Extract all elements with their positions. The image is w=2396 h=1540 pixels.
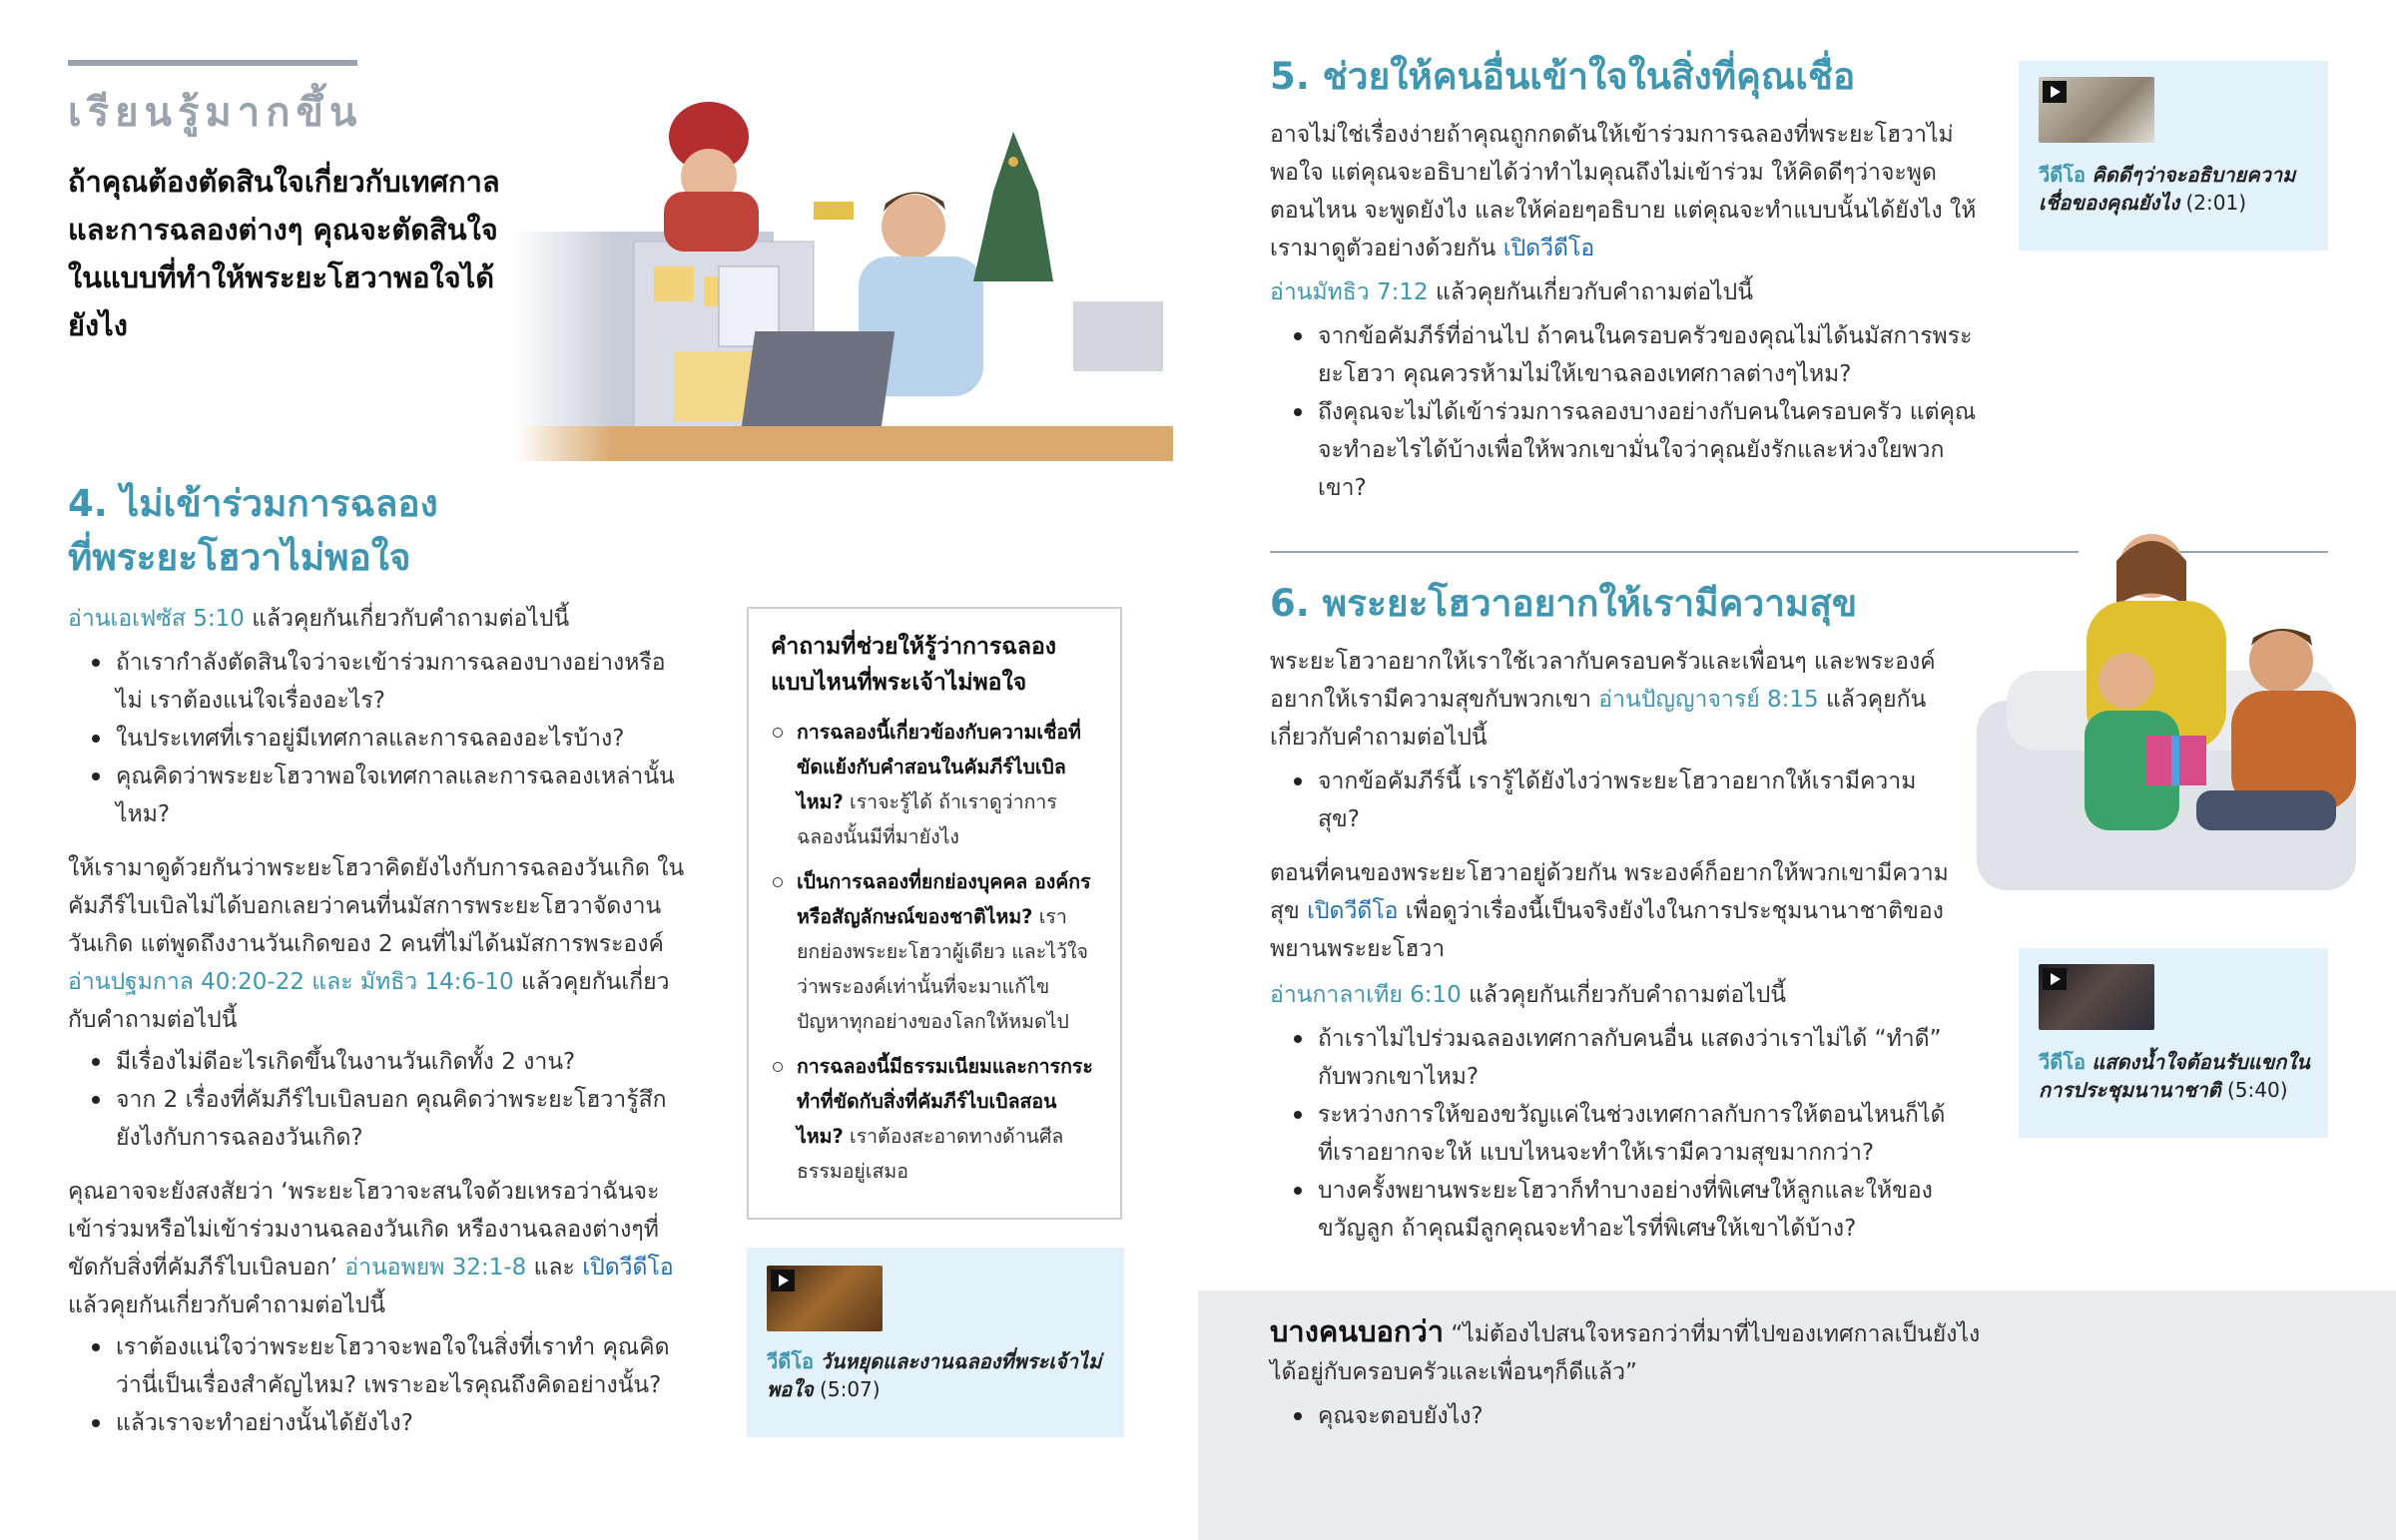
list-item: ในประเทศที่เราอยู่มีเทศกาลและการฉลองอะไรบ้าง? xyxy=(68,720,687,758)
divider xyxy=(1270,551,2079,553)
lead-question: ถ้าคุณต้องตัดสินใจเกี่ยวกับเทศกาลและการฉลองต่างๆ คุณจะตัดสินใจในแบบที่ทำให้พระยะโฮวาพอใจได้ยังไง xyxy=(68,165,500,342)
scripture-link[interactable]: อ่านมัทธิว 7:12 xyxy=(1270,279,1429,305)
some-say-text xyxy=(1270,1312,1989,1435)
some-say-quote: “ไม่ต้องไปสนใจหรอกว่าที่มาที่ไปของเทศกาลเป็นยังไง ได้อยู่กับครอบครัวและเพื่อนๆก็ดีแล้ว” xyxy=(1270,1321,1981,1385)
list-item: แล้วเราจะทำอย่างนั้นได้ยังไง? xyxy=(68,1404,687,1442)
some-say-label: บางคนบอกว่า xyxy=(1270,1314,1445,1348)
question-list xyxy=(68,644,687,833)
list-item: คุณคิดว่าพระยะโฮวาพอใจเทศกาลและการฉลองเหล่านั้นไหม? xyxy=(68,758,687,833)
list-item: จากข้อคัมภีร์ที่อ่านไป ถ้าคนในครอบครัวของคุณไม่ได้นมัสการพระยะโฮวา คุณควรห้ามไม่ให้เขาฉลองเทศกาลต่างๆไหม? xyxy=(1270,317,1979,393)
paragraph: ให้เรามาดูด้วยกันว่าพระยะโฮวาคิดยังไงกับการฉลองวันเกิด ในคัมภีร์ไบเบิลไม่ได้บอกเลยว่าคนที่นมัสการพระยะโฮวาจัดงานวันเกิด แต่พูดถึงงานวันเกิดของ 2 คนที่ไม่ได้นมัสการพระองค์ อ่านปฐมกาล 40:20-22 และ มัทธิว 14:6-10 แล้วคุยกันเกี่ยวกับคำถามต่อไปนี้ xyxy=(68,855,685,1033)
video-card[interactable] xyxy=(2019,948,2328,1138)
play-icon[interactable] xyxy=(2043,968,2067,990)
list-item: ถ้าเราไม่ไปร่วมฉลองเทศกาลกับคนอื่น แสดงว่าเราไม่ได้ “ทำดี” กับพวกเขาไหม? xyxy=(1270,1020,1949,1096)
list-item: จากข้อคัมภีร์นี้ เรารู้ได้ยังไงว่าพระยะโฮวาอยากให้เรามีความสุข? xyxy=(1270,763,1949,838)
paragraph: คุณอาจจะยังสงสัยว่า ‘พระยะโฮวาจะสนใจด้วยเหรอว่าฉันจะเข้าร่วมหรือไม่เข้าร่วมงานฉลองวันเกิด หรืองานฉลองต่างๆที่ขัดกับสิ่งที่คัมภีร์ไบเบิลบอก’ อ่านอพยพ 32:1-8 และ เปิดวีดีโอ แล้วคุยกันเกี่ยวกับคำถามต่อไปนี้ xyxy=(68,1179,674,1318)
list-item: ระหว่างการให้ของขวัญแค่ในช่วงเทศกาลกับการให้ตอนไหนก็ได้ที่เราอยากจะให้ แบบไหนจะทำให้เรามีความสุขมากกว่า? xyxy=(1270,1096,1949,1172)
play-video-link[interactable]: เปิดวีดีโอ xyxy=(1307,898,1399,924)
play-icon[interactable] xyxy=(2043,81,2067,103)
questions-box xyxy=(747,607,1122,1220)
section5-title: 5. ช่วยให้คนอื่นเข้าใจในสิ่งที่คุณเชื่อ xyxy=(1270,55,1856,98)
questions-box-list xyxy=(771,715,1100,1189)
read-instruction: อ่านกาลาเทีย 6:10 แล้วคุยกันเกี่ยวกับคำถามต่อไปนี้ xyxy=(1270,982,1787,1008)
scripture-link[interactable]: อ่านอพยพ 32:1-8 xyxy=(344,1255,527,1281)
kicker: เรียนรู้มากขึ้น xyxy=(68,90,363,136)
read-instruction: อ่านเอเฟซัส 5:10 แล้วคุยกันเกี่ยวกับคำถามต่อไปนี้ xyxy=(68,606,570,632)
section6-title: 6. พระยะโฮวาอยากให้เรามีความสุข xyxy=(1270,582,1858,625)
question-list xyxy=(1270,317,1979,507)
list-item: จาก 2 เรื่องที่คัมภีร์ไบเบิลบอก คุณคิดว่าพระยะโฮวารู้สึกยังไงกับการฉลองวันเกิด? xyxy=(68,1081,687,1157)
scripture-link[interactable]: อ่านกาลาเทีย 6:10 xyxy=(1270,982,1462,1008)
list-item: เราต้องแน่ใจว่าพระยะโฮวาจะพอใจในสิ่งที่เราทำ คุณคิดว่านี่เป็นเรื่องสำคัญไหม? เพราะอะไรคุณถึงคิดอย่างนั้น? xyxy=(68,1328,687,1404)
video-card[interactable] xyxy=(747,1248,1124,1437)
video-thumbnail[interactable] xyxy=(767,1266,883,1331)
video-card[interactable] xyxy=(2019,61,2328,251)
section4-title-line1: 4. ไม่เข้าร่วมการฉลอง xyxy=(68,482,438,525)
read-instruction: อ่านมัทธิว 7:12 แล้วคุยกันเกี่ยวกับคำถามต่อไปนี้ xyxy=(1270,279,1753,305)
video-caption: วีดีโอ แสดงน้ำใจต้อนรับแขกในการประชุมนานาชาติ (5:40) xyxy=(2039,1050,2310,1102)
section5-body xyxy=(1270,116,1979,507)
section6-body xyxy=(1270,643,1949,1248)
question-list xyxy=(1270,1020,1949,1248)
section-rule xyxy=(68,60,357,66)
question-list xyxy=(1270,1397,1989,1435)
play-video-link[interactable]: เปิดวีดีโอ xyxy=(582,1255,674,1281)
video-thumbnail[interactable] xyxy=(2039,77,2154,143)
question-list xyxy=(68,1043,687,1157)
list-item: ถึงคุณจะไม่ได้เข้าร่วมการฉลองบางอย่างกับคนในครอบครัว แต่คุณจะทำอะไรได้บ้างเพื่อให้พวกเขามั่นใจว่าคุณยังรักและห่วงใยพวกเขา? xyxy=(1270,393,1979,507)
office-illustration xyxy=(514,92,1183,471)
list-item: มีเรื่องไม่ดีอะไรเกิดขึ้นในงานวันเกิดทั้ง 2 งาน? xyxy=(68,1043,687,1081)
list-item: เป็นการฉลองที่ยกย่องบุคคล องค์กร หรือสัญลักษณ์ของชาติไหม? เรายกย่องพระยะโฮวาผู้เดียว และไว้ใจว่าพระองค์เท่านั้นที่จะมาแก้ไขปัญหาทุกอย่างของโลกให้หมดไป xyxy=(771,864,1100,1039)
scripture-link[interactable]: อ่านเอเฟซัส 5:10 xyxy=(68,606,245,632)
video-caption: วีดีโอ คิดดีๆว่าจะอธิบายความเชื่อของคุณยังไง (2:01) xyxy=(2039,163,2296,215)
list-item: การฉลองนี้มีธรรมเนียมและการกระทำที่ขัดกับสิ่งที่คัมภีร์ไบเบิลสอนไหม? เราต้องสะอาดทางด้านศีลธรรมอยู่เสมอ xyxy=(771,1049,1100,1189)
scripture-link[interactable]: อ่านปัญญาจารย์ 8:15 xyxy=(1598,687,1819,713)
list-item: บางครั้งพยานพระยะโฮวาก็ทำบางอย่างที่พิเศษให้ลูกและให้ของขวัญลูก ถ้าคุณมีลูกคุณจะทำอะไรที่พิเศษให้เขาได้บ้าง? xyxy=(1270,1172,1949,1248)
section4-title xyxy=(68,477,438,585)
paragraph: พระยะโฮวาอยากให้เราใช้เวลากับครอบครัวและเพื่อนๆ และพระองค์อยากให้เรามีความสุขกับพวกเขา อ่านปัญญาจารย์ 8:15 แล้วคุยกันเกี่ยวกับคำถามต่อไปนี้ xyxy=(1270,649,1936,751)
family-illustration xyxy=(1977,521,2376,910)
list-item: การฉลองนี้เกี่ยวข้องกับความเชื่อที่ขัดแย้งกับคำสอนในคัมภีร์ไบเบิลไหม? เราจะรู้ได้ ถ้าเราดูว่าการฉลองนั้นมีที่มายังไง xyxy=(771,715,1100,854)
video-thumbnail[interactable] xyxy=(2039,964,2154,1030)
section4-title-line2: ที่พระยะโฮวาไม่พอใจ xyxy=(68,536,411,579)
paragraph: ตอนที่คนของพระยะโฮวาอยู่ด้วยกัน พระองค์ก็อยากให้พวกเขามีความสุข เปิดวีดีโอ เพื่อดูว่าเรื่องนี้เป็นจริงยังไงในการประชุมนานาชาติของพยานพระยะโฮวา xyxy=(1270,860,1949,962)
play-video-link[interactable]: เปิดวีดีโอ xyxy=(1502,236,1595,261)
paragraph: อาจไม่ใช่เรื่องง่ายถ้าคุณถูกกดดันให้เข้าร่วมการฉลองที่พระยะโฮวาไม่พอใจ แต่คุณจะอธิบายได้ว่าทำไมคุณถึงไม่เข้าร่วม ให้คิดดีๆว่าจะพูดตอนไหน จะพูดยังไง และให้ค่อยๆอธิบาย แต่คุณจะทำแบบนั้นได้ยังไง ให้เรามาดูตัวอย่างด้วยกัน เปิดวีดีโอ xyxy=(1270,122,1977,261)
scripture-link[interactable]: อ่านปฐมกาล 40:20-22 และ มัทธิว 14:6-10 xyxy=(68,969,514,995)
video-caption: วีดีโอ วันหยุดและงานฉลองที่พระเจ้าไม่พอใจ (5:07) xyxy=(767,1349,1102,1401)
section4-body xyxy=(68,600,687,1442)
question-list xyxy=(1270,763,1949,838)
list-item: ถ้าเรากำลังตัดสินใจว่าจะเข้าร่วมการฉลองบางอย่างหรือไม่ เราต้องแน่ใจเรื่องอะไร? xyxy=(68,644,687,720)
questions-box-heading: คำถามที่ช่วยให้รู้ว่าการฉลองแบบไหนที่พระเจ้าไม่พอใจ xyxy=(771,634,1057,696)
some-say-panel xyxy=(1198,1290,2396,1540)
list-item: คุณจะตอบยังไง? xyxy=(1270,1397,1989,1435)
play-icon[interactable] xyxy=(771,1270,795,1291)
question-list xyxy=(68,1328,687,1442)
